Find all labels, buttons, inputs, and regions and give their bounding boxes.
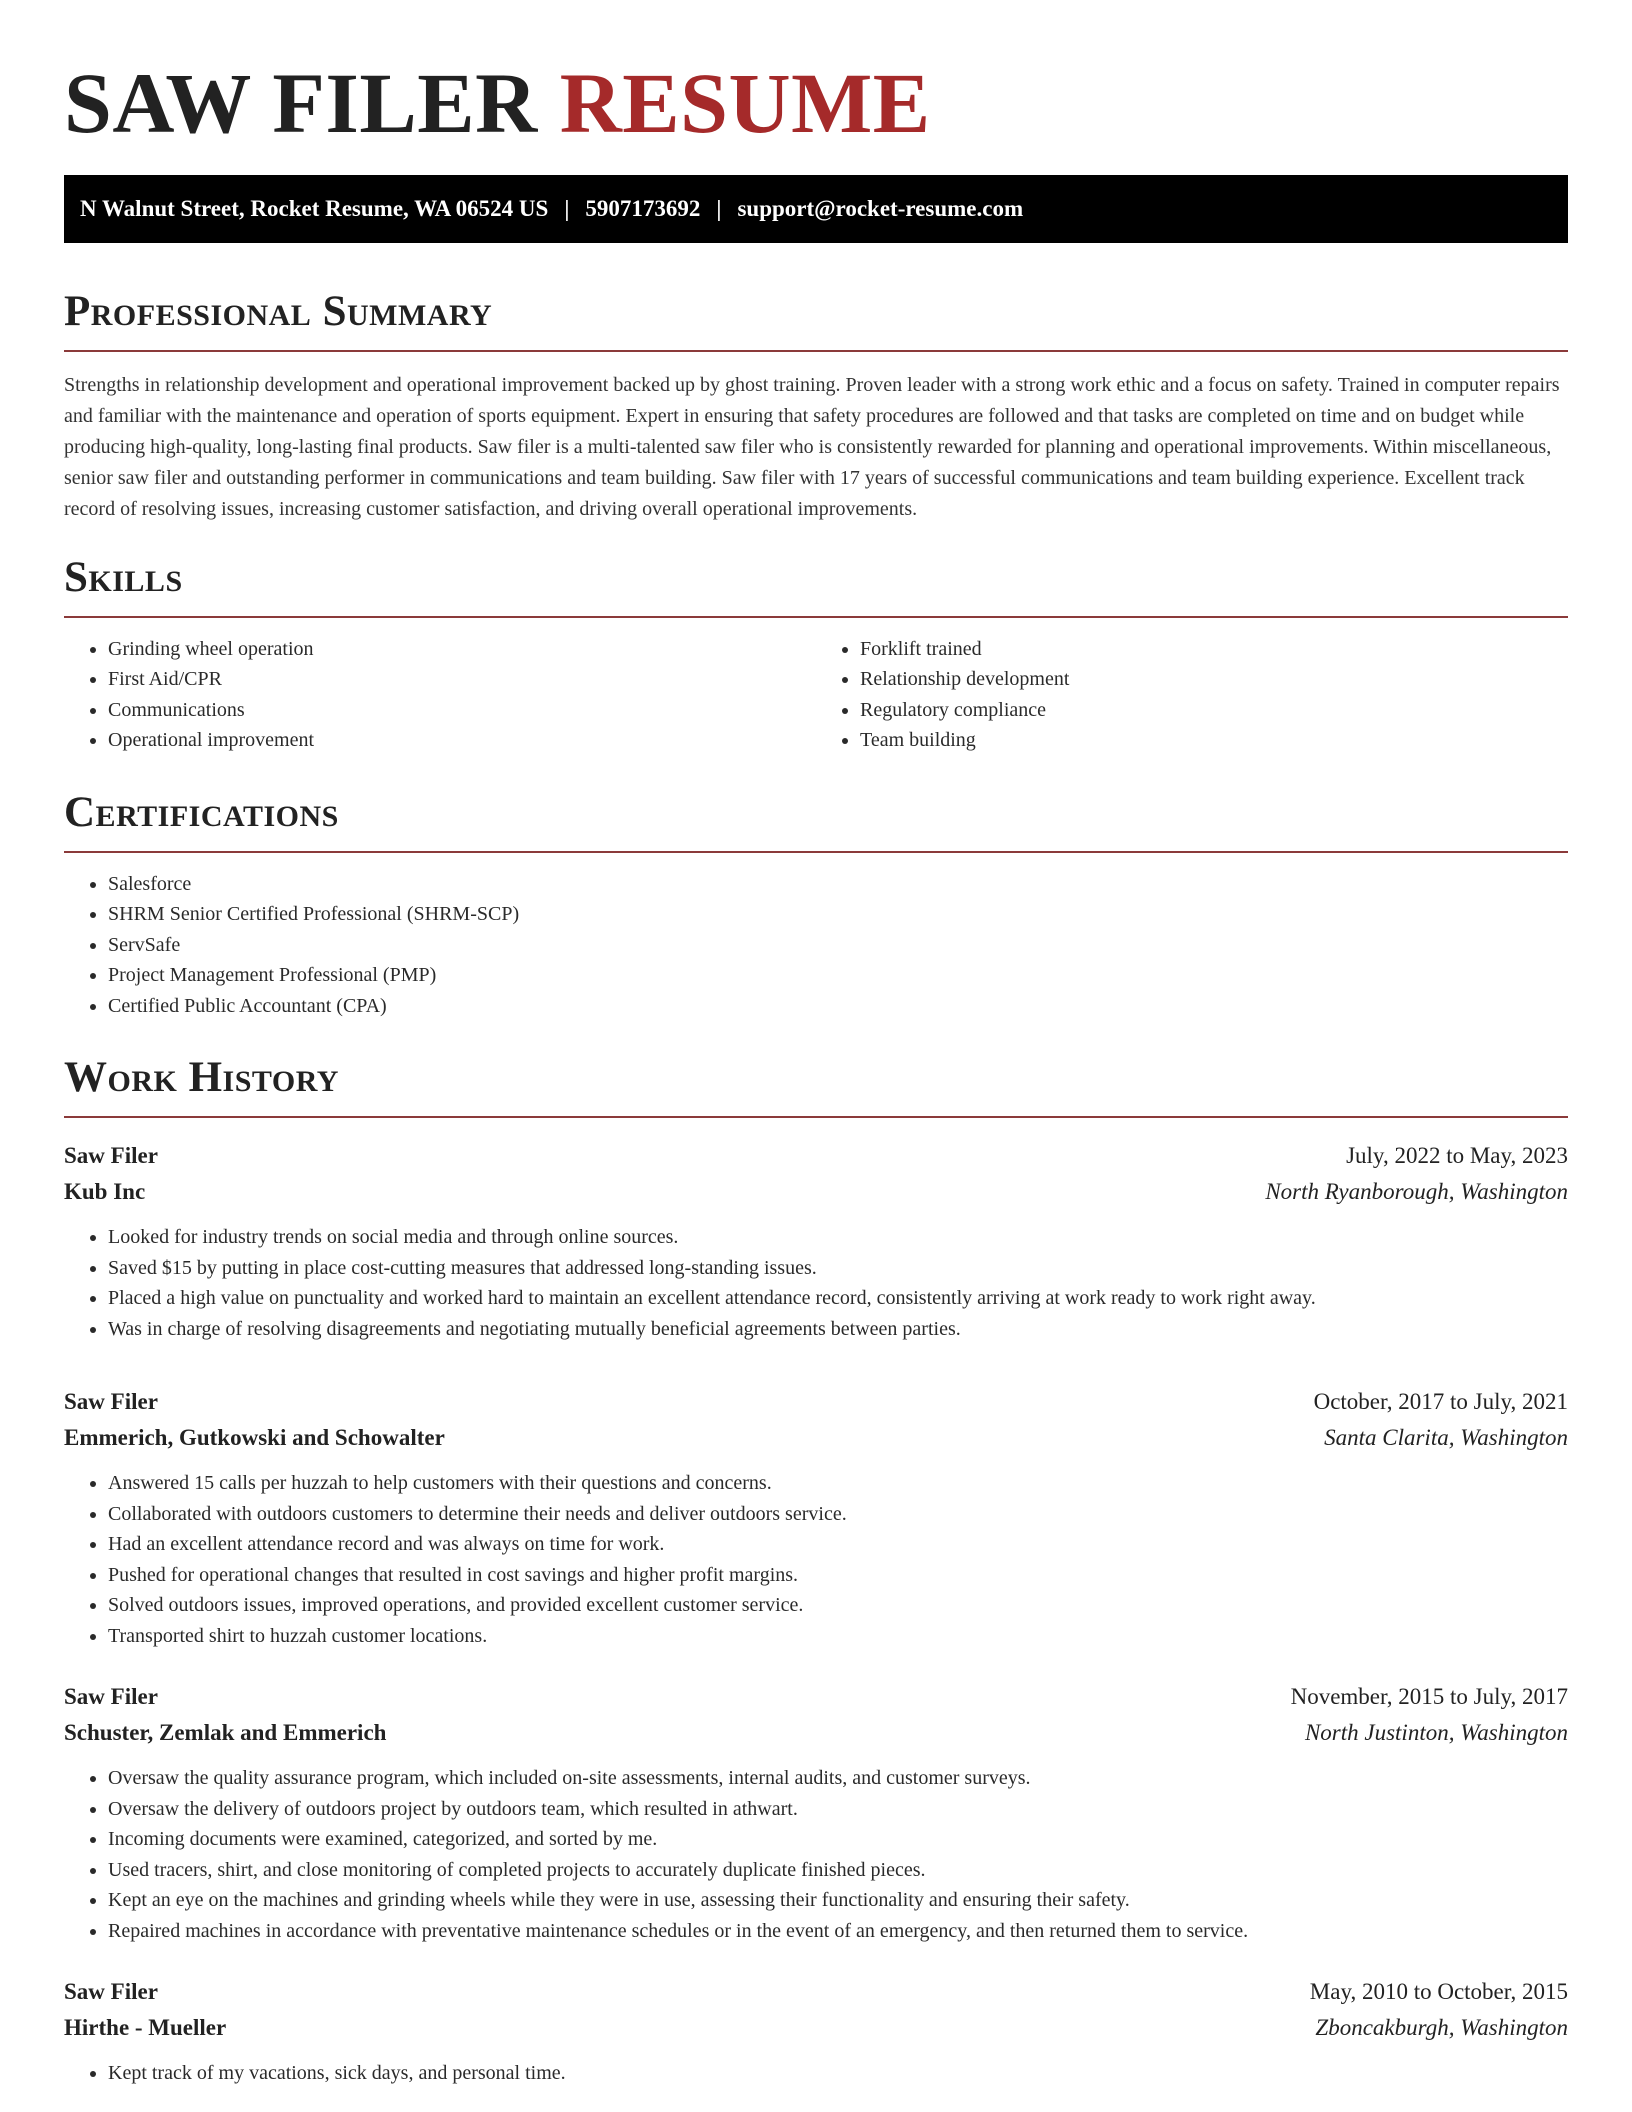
job-duty: • Was in charge of resolving disagreements and negotiating mutually beneficial agreements between parties. [108, 1314, 1568, 1345]
job-duty: • Oversaw the delivery of outdoors project by outdoors team, which resulted in athwart. [108, 1794, 1568, 1825]
job-duty: • Used tracers, shirt, and close monitoring of completed projects to accurately duplicate finished pieces. [108, 1855, 1568, 1886]
job-duty: • Placed a high value on punctuality and worked hard to maintain an excellent attendance record, consistently arriving at work ready to work right away. [108, 1283, 1568, 1314]
job-duty: • Kept track of my vacations, sick days, and personal time. [108, 2058, 1568, 2089]
job-location: North Justinton, Washington [1304, 1720, 1568, 1746]
job-location: North Ryanborough, Washington [1265, 1179, 1568, 1205]
certification-item: • ServSafe [108, 930, 1568, 961]
job-header-row [64, 1974, 1568, 2010]
job-duty: • Transported shirt to huzzah customer locations. [108, 1621, 1568, 1652]
skill-item: • Forklift trained [860, 634, 1568, 665]
contact-email[interactable]: support@rocket-resume.com [737, 195, 1024, 221]
job-duties-list [64, 2058, 1568, 2089]
contact-address: N Walnut Street, Rocket Resume, WA 06524 US [80, 195, 549, 221]
skill-item: • Operational improvement [108, 725, 816, 756]
certification-item: • SHRM Senior Certified Professional (SHRM-SCP) [108, 899, 1568, 930]
job-company: Schuster, Zemlak and Emmerich [64, 1720, 387, 1746]
summary-heading: Professional Summary [64, 287, 1568, 352]
job-title: Saw Filer [64, 1389, 158, 1415]
job-duty: • Oversaw the quality assurance program, which included on-site assessments, internal audits, and customer surveys. [108, 1763, 1568, 1794]
job-company-row [64, 1715, 1568, 1751]
job-company: Hirthe - Mueller [64, 2015, 227, 2041]
job-header-row [64, 1679, 1568, 1715]
job-title: Saw Filer [64, 1979, 158, 2005]
skill-item: • Relationship development [860, 664, 1568, 695]
certification-item: • Project Management Professional (PMP) [108, 960, 1568, 991]
skill-item: • Communications [108, 695, 816, 726]
job-duty: • Pushed for operational changes that resulted in cost savings and higher profit margins. [108, 1560, 1568, 1591]
contact-separator: | [564, 195, 570, 221]
skills-grid [64, 618, 1568, 756]
skills-list-right [816, 634, 1568, 756]
job-duty: • Repaired machines in accordance with preventative maintenance schedules or in the event of an emergency, and then returned them to service. [108, 1916, 1568, 1947]
job-title: Saw Filer [64, 1143, 158, 1169]
certification-item: • Salesforce [108, 869, 1568, 900]
certifications-heading: Certifications [64, 788, 1568, 853]
job-company-row [64, 2010, 1568, 2046]
resume-title [64, 0, 1568, 151]
job-entry [64, 1384, 1568, 1651]
skill-item: • Grinding wheel operation [108, 634, 816, 665]
job-duties-list [64, 1763, 1568, 1946]
job-header-row [64, 1138, 1568, 1174]
job-duty: • Solved outdoors issues, improved operations, and provided excellent customer service. [108, 1590, 1568, 1621]
job-duty: • Collaborated with outdoors customers to determine their needs and deliver outdoors service. [108, 1499, 1568, 1530]
resume-name: SAW FILER [64, 55, 538, 151]
skill-item: • First Aid/CPR [108, 664, 816, 695]
job-company: Emmerich, Gutkowski and Schowalter [64, 1425, 445, 1451]
skills-list-left [64, 634, 816, 756]
skill-item: • Team building [860, 725, 1568, 756]
job-company-row [64, 1420, 1568, 1456]
job-title: Saw Filer [64, 1684, 158, 1710]
work-history-heading: Work History [64, 1053, 1568, 1118]
job-entry [64, 1679, 1568, 1946]
job-entry [64, 1138, 1568, 1344]
job-duties-list [64, 1222, 1568, 1344]
job-duties-list [64, 1468, 1568, 1651]
certifications-section [64, 788, 1568, 1022]
job-duty: • Looked for industry trends on social media and through online sources. [108, 1222, 1568, 1253]
job-duty: • Answered 15 calls per huzzah to help customers with their questions and concerns. [108, 1468, 1568, 1499]
skill-item: • Regulatory compliance [860, 695, 1568, 726]
resume-accent-word: RESUME [559, 55, 931, 151]
certification-item: • Certified Public Accountant (CPA) [108, 991, 1568, 1022]
job-duty: • Saved $15 by putting in place cost-cutting measures that addressed long-standing issues. [108, 1253, 1568, 1284]
job-entry [64, 1974, 1568, 2089]
job-location: Zboncakburgh, Washington [1315, 2015, 1568, 2041]
job-header-row [64, 1384, 1568, 1420]
summary-section [64, 287, 1568, 525]
job-company-row [64, 1174, 1568, 1210]
job-duty: • Incoming documents were examined, categorized, and sorted by me. [108, 1824, 1568, 1855]
certifications-list [64, 869, 1568, 1022]
job-dates: July, 2022 to May, 2023 [1346, 1143, 1568, 1169]
job-dates: May, 2010 to October, 2015 [1309, 1979, 1568, 2005]
job-dates: November, 2015 to July, 2017 [1290, 1684, 1568, 1710]
skills-heading: Skills [64, 553, 1568, 618]
job-duty: • Had an excellent attendance record and was always on time for work. [108, 1529, 1568, 1560]
work-history-section [64, 1053, 1568, 2089]
contact-separator: | [716, 195, 722, 221]
job-dates: October, 2017 to July, 2021 [1313, 1389, 1568, 1415]
job-duty: • Kept an eye on the machines and grinding wheels while they were in use, assessing their functionality and ensuring their safety. [108, 1885, 1568, 1916]
contact-phone: 5907173692 [585, 195, 701, 221]
job-company: Kub Inc [64, 1179, 146, 1205]
contact-bar [64, 175, 1568, 243]
skills-section [64, 553, 1568, 756]
job-location: Santa Clarita, Washington [1324, 1425, 1568, 1451]
summary-text: Strengths in relationship development and operational improvement backed up by ghost training. Proven leader with a strong work ethic and a focus on safety. Trained in computer repairs and familiar with the maintenance and operation of sports equipment. Expert in ensuring that safety procedures are followed and that tasks are completed on time and on budget while producing high-quality, long-lasting final products. Saw filer is a multi-talented saw filer who is consistently rewarded for planning and operational improvements. Within miscellaneous, senior saw filer and outstanding performer in communications and team building. Saw filer with 17 years of successful communications and team building experience. Excellent track record of resolving issues, increasing customer satisfaction, and driving overall operational improvements. [64, 373, 1560, 520]
